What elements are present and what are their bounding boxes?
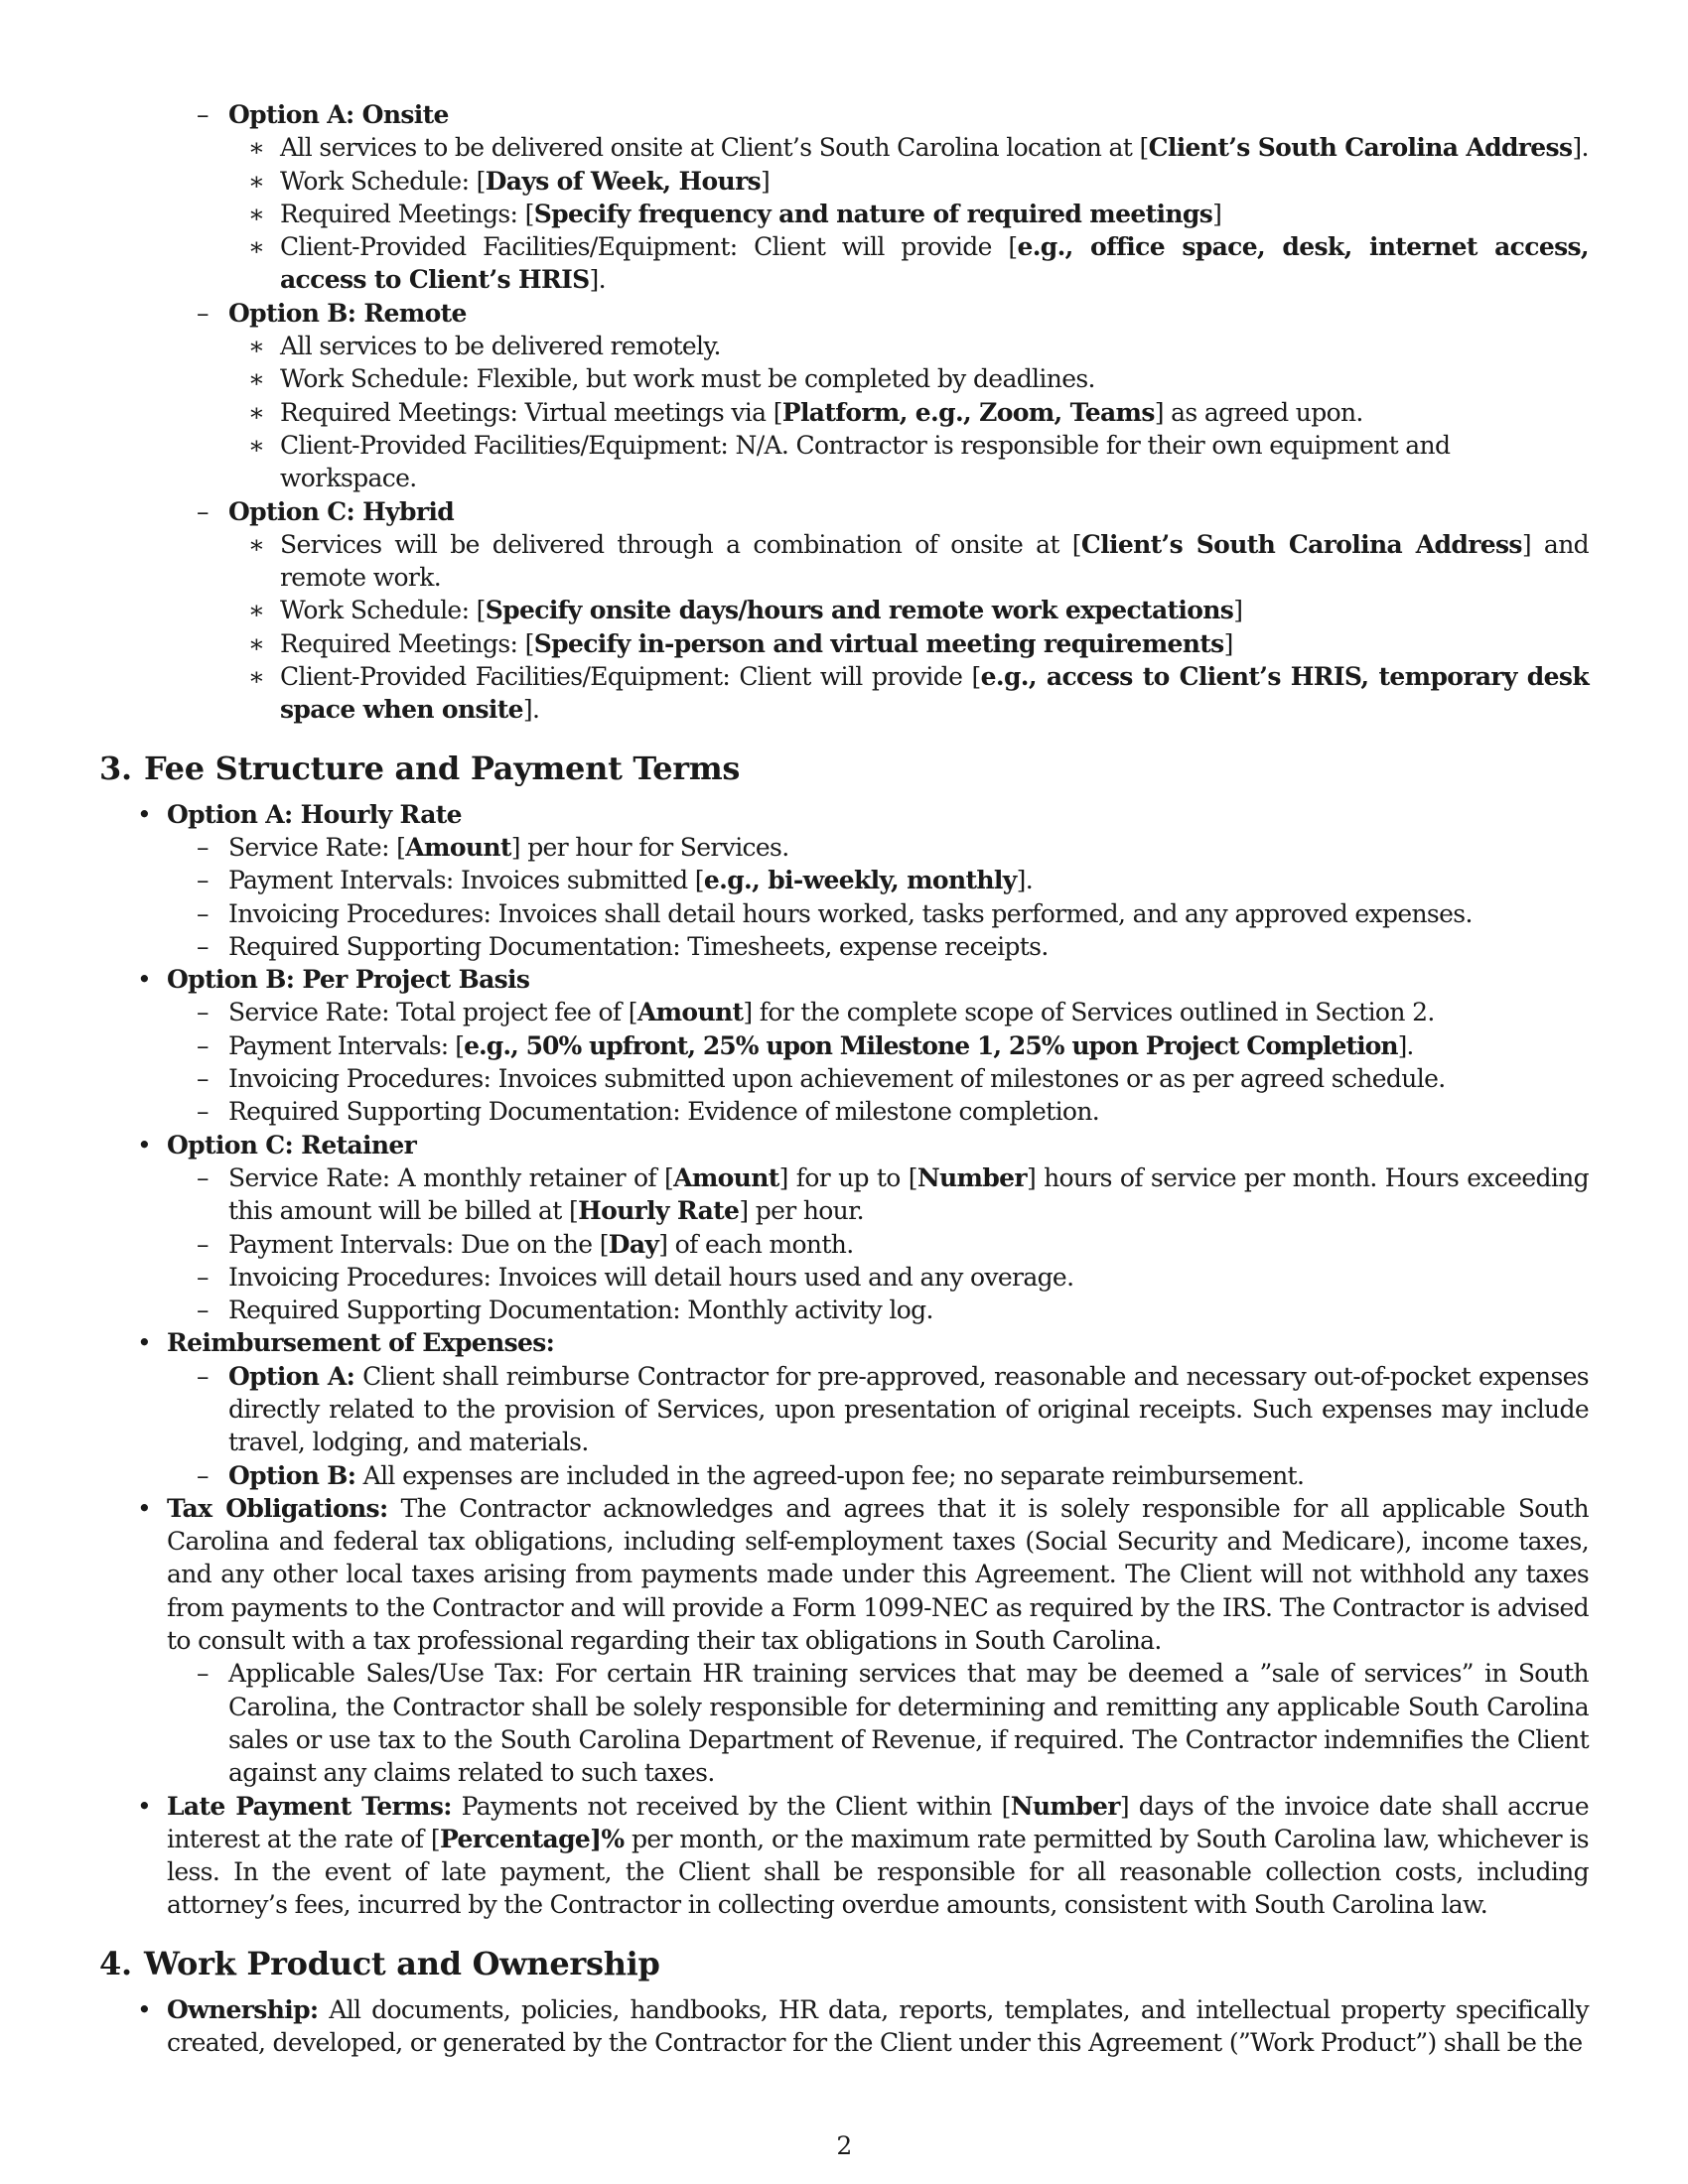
star-marker: ∗ [248, 133, 265, 163]
dash-marker: – [197, 1659, 209, 1689]
star-marker: ∗ [248, 364, 265, 394]
list-item: – Service Rate: [Amount] per hour for Services. [99, 831, 1589, 864]
dash-marker: – [197, 1361, 209, 1391]
list-item: – Service Rate: A monthly retainer of [Amount] for up to [Number] hours of service per month. Hours exceeding this amount will be billed at [Hourly Rate] per hour. [197, 1162, 1589, 1226]
dash-marker: – [197, 1097, 209, 1127]
list-item: – Service Rate: Total project fee of [Amount] for the complete scope of Services outlined in Section 2. [99, 996, 1589, 1028]
list-item: ∗ Work Schedule: [Specify onsite days/hours and remote work expectations] [99, 594, 1589, 626]
ownership-item: • Ownership: All documents, policies, handbooks, HR data, reports, templates, and intellectual property specifically created, developed, or generated by the Contractor for the Client under this Agreement (”Work Product”) shall be the [137, 1994, 1589, 2058]
dash-marker: – [197, 898, 209, 928]
dash-marker: – [197, 1229, 209, 1259]
list-item: – Invoicing Procedures: Invoices shall detail hours worked, tasks performed, and any approved expenses. [99, 897, 1589, 930]
option-b-remote [99, 297, 1589, 330]
dash-marker: – [197, 866, 209, 895]
option-label: Option B: Remote [228, 298, 467, 328]
content-column [99, 98, 1589, 2059]
list-item: – Option B: All expenses are included in the agreed-upon fee; no separate reimbursement. [99, 1459, 1589, 1492]
bullet-marker: • [137, 1791, 152, 1821]
bullet-marker: • [137, 965, 152, 995]
star-marker: ∗ [248, 166, 265, 196]
list-item: ∗ All services to be delivered onsite at Client’s South Carolina location at [Client’s South Carolina Address]. [99, 131, 1589, 164]
star-marker: ∗ [248, 397, 265, 427]
list-item: ∗ Work Schedule: [Days of Week, Hours] [99, 165, 1589, 198]
tax-obligations-item: • Tax Obligations: The Contractor acknowledges and agrees that it is solely responsible for all applicable South Carolina and federal tax obligations, including self-employment taxes (Social Security and Medicare), income taxes, and any other local taxes arising from payments made under this Agreement. The Client will not withhold any taxes from payments to the Contractor and will provide a Form 1099-NEC as required by the IRS. The Contractor is advised to consult with a tax professional regarding their tax obligations in South Carolina. [137, 1493, 1590, 1656]
bullet-marker: • [137, 1493, 152, 1523]
list-item: ∗ Required Meetings: [Specify in-person and virtual meeting requirements] [99, 627, 1589, 660]
retainer-option: • Option C: Retainer [99, 1129, 1589, 1161]
bullet-marker: • [137, 1130, 152, 1160]
list-item: – Option A: Client shall reimburse Contractor for pre-approved, reasonable and necessary out-of-pocket expenses directly related to the provision of Services, upon presentation of original receipts. Such expenses may include travel, lodging, and materials. [197, 1361, 1589, 1457]
dash-marker: – [197, 496, 209, 526]
per-project-option: • Option B: Per Project Basis [99, 963, 1589, 996]
list-item: ∗ Work Schedule: Flexible, but work must be completed by deadlines. [99, 362, 1589, 395]
list-item: – Required Supporting Documentation: Evidence of milestone completion. [99, 1095, 1589, 1128]
dash-marker: – [197, 1030, 209, 1060]
bullet-marker: • [137, 1328, 152, 1358]
dash-marker: – [197, 100, 209, 129]
star-marker: ∗ [248, 628, 265, 658]
list-item: – Invoicing Procedures: Invoices submitted upon achievement of milestones or as per agreed schedule. [99, 1062, 1589, 1095]
star-marker: ∗ [248, 662, 265, 692]
option-label: Option A: Onsite [228, 100, 449, 129]
star-marker: ∗ [248, 596, 265, 625]
option-label: Option C: Hybrid [228, 496, 455, 526]
list-item: – Required Supporting Documentation: Timesheets, expense receipts. [99, 930, 1589, 963]
list-item: – Applicable Sales/Use Tax: For certain HR training services that may be deemed a ”sale of services” in South Carolina, the Contractor shall be solely responsible for determining and remitting any applicable South Carolina sales or use tax to the South Carolina Department of Revenue, if required. The Contractor indemnifies the Client against any claims related to such taxes. [197, 1659, 1589, 1788]
dash-marker: – [197, 1162, 209, 1192]
section-4-heading: 4. Work Product and Ownership [99, 1944, 660, 1982]
list-item: ∗ Required Meetings: [Specify frequency and nature of required meetings] [99, 198, 1589, 230]
dash-marker: – [197, 998, 209, 1027]
list-item: – Payment Intervals: Due on the [Day] of each month. [99, 1228, 1589, 1261]
star-marker: ∗ [248, 232, 265, 262]
star-marker: ∗ [248, 430, 265, 460]
bullet-marker: • [137, 799, 152, 829]
list-item: ∗ Client-Provided Facilities/Equipment: N/A. Contractor is responsible for their own equipment and workspace. [248, 430, 1451, 493]
list-item: ∗ Services will be delivered through a combination of onsite at [Client’s South Carolina Address] and remote work. [248, 529, 1589, 593]
option-a-onsite [99, 98, 1589, 131]
list-item: ∗ Client-Provided Facilities/Equipment: Client will provide [e.g., office space, desk, internet access, access to Client’s HRIS]. [248, 232, 1589, 295]
list-item: ∗ Client-Provided Facilities/Equipment: Client will provide [e.g., access to Client’s HRIS, temporary desk space when onsite]. [248, 662, 1589, 725]
dash-marker: – [197, 1262, 209, 1292]
option-c-hybrid [99, 495, 1589, 528]
bullet-marker: • [137, 1994, 152, 2024]
list-item: – Invoicing Procedures: Invoices will detail hours used and any overage. [99, 1261, 1589, 1294]
reimbursement-item: • Reimbursement of Expenses: [99, 1326, 1589, 1359]
list-item: ∗ Required Meetings: Virtual meetings via [Platform, e.g., Zoom, Teams] as agreed upon. [99, 396, 1589, 429]
list-item: ∗ All services to be delivered remotely. [99, 330, 1589, 362]
list-item: – Payment Intervals: Invoices submitted [e.g., bi-weekly, monthly]. [99, 864, 1589, 896]
dash-marker: – [197, 931, 209, 961]
list-item: – Payment Intervals: [e.g., 50% upfront, 25% upon Milestone 1, 25% upon Project Completion]. [99, 1029, 1589, 1062]
dash-marker: – [197, 832, 209, 862]
dash-marker: – [197, 1064, 209, 1094]
dash-marker: – [197, 298, 209, 328]
star-marker: ∗ [248, 199, 265, 228]
list-item: – Required Supporting Documentation: Monthly activity log. [99, 1294, 1589, 1326]
dash-marker: – [197, 1296, 209, 1325]
dash-marker: – [197, 1460, 209, 1490]
star-marker: ∗ [248, 529, 265, 559]
star-marker: ∗ [248, 332, 265, 361]
page-number: 2 [836, 2131, 852, 2160]
late-payment-item: • Late Payment Terms: Payments not received by the Client within [Number] days of the invoice date shall accrue interest at the rate of [Percentage]% per month, or the maximum rate permitted by South Carolina law, whichever is less. In the event of late payment, the Client shall be responsible for all reasonable collection costs, including attorney’s fees, incurred by the Contractor in collecting overdue amounts, consistent with South Carolina law. [137, 1791, 1589, 1920]
section-3-heading: 3. Fee Structure and Payment Terms [99, 749, 741, 787]
hourly-rate-option: • Option A: Hourly Rate [99, 798, 1589, 831]
